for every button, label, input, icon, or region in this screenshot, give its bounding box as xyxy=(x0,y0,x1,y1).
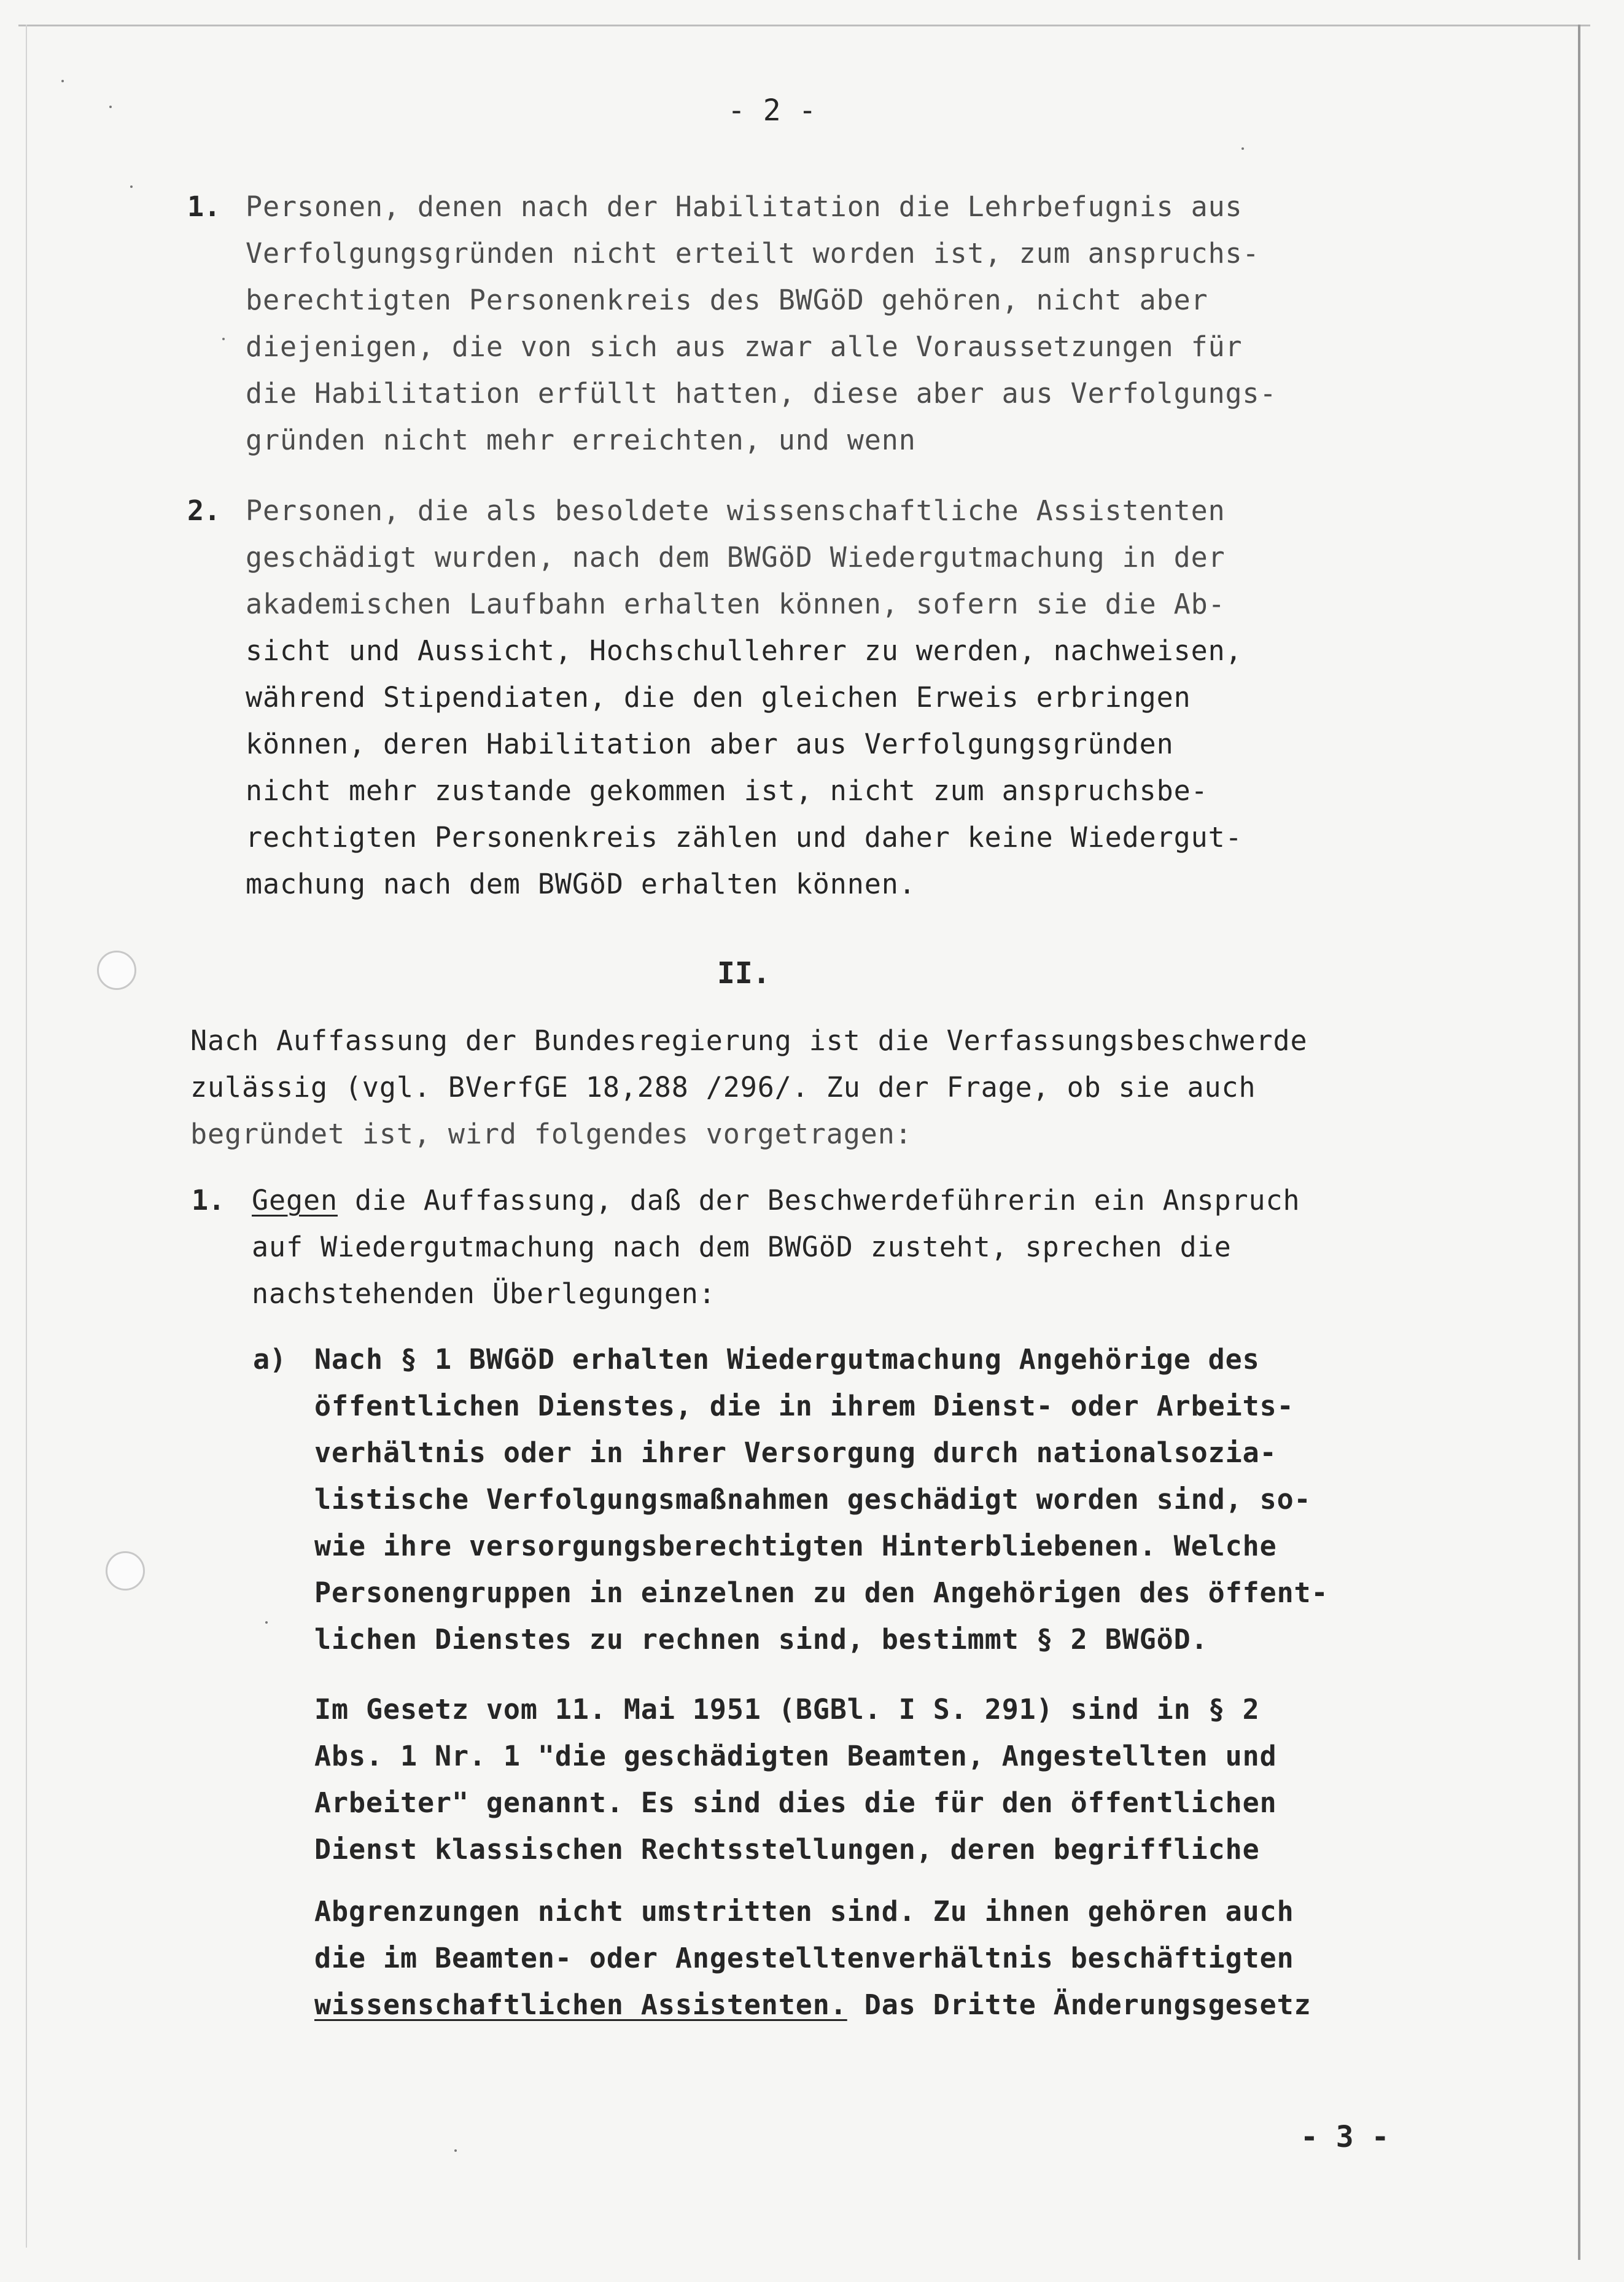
item-2-line: Personen, die als besoldete wissenschaftliche Assistenten xyxy=(246,494,1226,527)
item-2-line: während Stipendiaten, die den gleichen Erweis erbringen xyxy=(246,681,1191,714)
item-1-line: diejenigen, die von sich aus zwar alle Voraussetzungen für xyxy=(246,330,1243,363)
scan-speck xyxy=(130,185,133,188)
underlined-word-gegen: Gegen xyxy=(252,1184,338,1217)
page-edge-right xyxy=(1578,25,1580,2260)
sub-a-line: Nach § 1 BWGöD erhalten Wiedergutmachung Angehörige des xyxy=(314,1343,1260,1376)
punch-hole-lower xyxy=(106,1551,145,1591)
page-number: - 2 - xyxy=(728,93,817,128)
sub-a-paragraph-line: Im Gesetz vom 11. Mai 1951 (BGBl. I S. 291) sind in § 2 xyxy=(314,1693,1260,1726)
intro-line: begründet ist, wird folgendes vorgetragen: xyxy=(190,1118,912,1150)
sub-a-last-line-rest: Das Dritte Änderungsgesetz xyxy=(847,1988,1311,2021)
item-2-line: machung nach dem BWGöD erhalten können. xyxy=(246,868,916,900)
page-edge-top xyxy=(18,25,1590,26)
page-edge-left xyxy=(26,25,27,2248)
point-1-line: nachstehenden Überlegungen: xyxy=(252,1277,716,1310)
sub-a-marker: a) xyxy=(253,1343,287,1376)
sub-a-paragraph-line: Dienst klassischen Rechtsstellungen, deren begriffliche xyxy=(314,1833,1260,1866)
item-2-line: nicht mehr zustande gekommen ist, nicht zum anspruchsbe- xyxy=(246,774,1208,807)
item-2-line: können, deren Habilitation aber aus Verfolgungsgründen xyxy=(246,728,1174,760)
item-1-line: gründen nicht mehr erreichten, und wenn xyxy=(246,424,916,456)
sub-a-paragraph-line: Abs. 1 Nr. 1 "die geschädigten Beamten, Angestellten und xyxy=(314,1740,1277,1772)
underlined-phrase-assistenten: wissenschaftlichen Assistenten. xyxy=(314,1988,847,2021)
sub-a-paragraph-line: die im Beamten- oder Angestelltenverhältnis beschäftigten xyxy=(314,1942,1294,1974)
intro-line: Nach Auffassung der Bundesregierung ist die Verfassungsbeschwerde xyxy=(190,1024,1308,1057)
item-1-line: Verfolgungsgründen nicht erteilt worden ist, zum anspruchs- xyxy=(246,237,1260,270)
scan-speck xyxy=(1241,147,1244,150)
item-1-marker: 1. xyxy=(187,190,221,223)
item-2-line: rechtigten Personenkreis zählen und daher keine Wiedergut- xyxy=(246,821,1243,854)
scan-speck xyxy=(265,1621,268,1624)
scan-speck xyxy=(109,106,112,108)
sub-a-line: verhältnis oder in ihrer Versorgung durch nationalsozia- xyxy=(314,1436,1277,1469)
intro-line: zulässig (vgl. BVerfGE 18,288 /296/. Zu der Frage, ob sie auch xyxy=(190,1071,1256,1104)
next-page-marker: - 3 - xyxy=(1300,2120,1389,2154)
punch-hole-upper xyxy=(97,951,136,990)
point-1-marker: 1. xyxy=(192,1184,225,1217)
sub-a-line: wie ihre versorgungsberechtigten Hinterbliebenen. Welche xyxy=(314,1530,1277,1562)
item-1-line: berechtigten Personenkreis des BWGöD gehören, nicht aber xyxy=(246,284,1208,316)
item-2-line: geschädigt wurden, nach dem BWGöD Wiedergutmachung in der xyxy=(246,541,1226,574)
sub-a-line: Personengruppen in einzelnen zu den Angehörigen des öffent- xyxy=(314,1576,1329,1609)
scan-speck xyxy=(222,338,225,340)
sub-a-paragraph-line: Arbeiter" genannt. Es sind dies die für den öffentlichen xyxy=(314,1786,1277,1819)
point-1-first-line-rest: die Auffassung, daß der Beschwerdeführerin ein Anspruch xyxy=(337,1184,1300,1217)
point-1-line: auf Wiedergutmachung nach dem BWGöD zusteht, sprechen die xyxy=(252,1231,1232,1263)
scan-speck xyxy=(61,80,64,82)
item-1-line: die Habilitation erfüllt hatten, diese aber aus Verfolgungs- xyxy=(246,377,1277,410)
sub-a-last-line xyxy=(314,1987,1311,2023)
item-1-line: Personen, denen nach der Habilitation die Lehrbefugnis aus xyxy=(246,190,1243,223)
item-2-marker: 2. xyxy=(187,494,221,527)
item-2-line: akademischen Laufbahn erhalten können, sofern sie die Ab- xyxy=(246,588,1226,620)
sub-a-line: listische Verfolgungsmaßnahmen geschädigt worden sind, so- xyxy=(314,1483,1311,1516)
item-2-line: sicht und Aussicht, Hochschullehrer zu werden, nachweisen, xyxy=(246,634,1243,667)
scan-speck xyxy=(454,2149,457,2152)
sub-a-line: öffentlichen Dienstes, die in ihrem Dienst- oder Arbeits- xyxy=(314,1390,1294,1422)
point-1-first-line xyxy=(252,1182,1300,1219)
sub-a-line: lichen Dienstes zu rechnen sind, bestimmt § 2 BWGöD. xyxy=(314,1623,1208,1656)
section-heading: II. xyxy=(717,956,771,991)
sub-a-paragraph-line: Abgrenzungen nicht umstritten sind. Zu ihnen gehören auch xyxy=(314,1895,1294,1928)
